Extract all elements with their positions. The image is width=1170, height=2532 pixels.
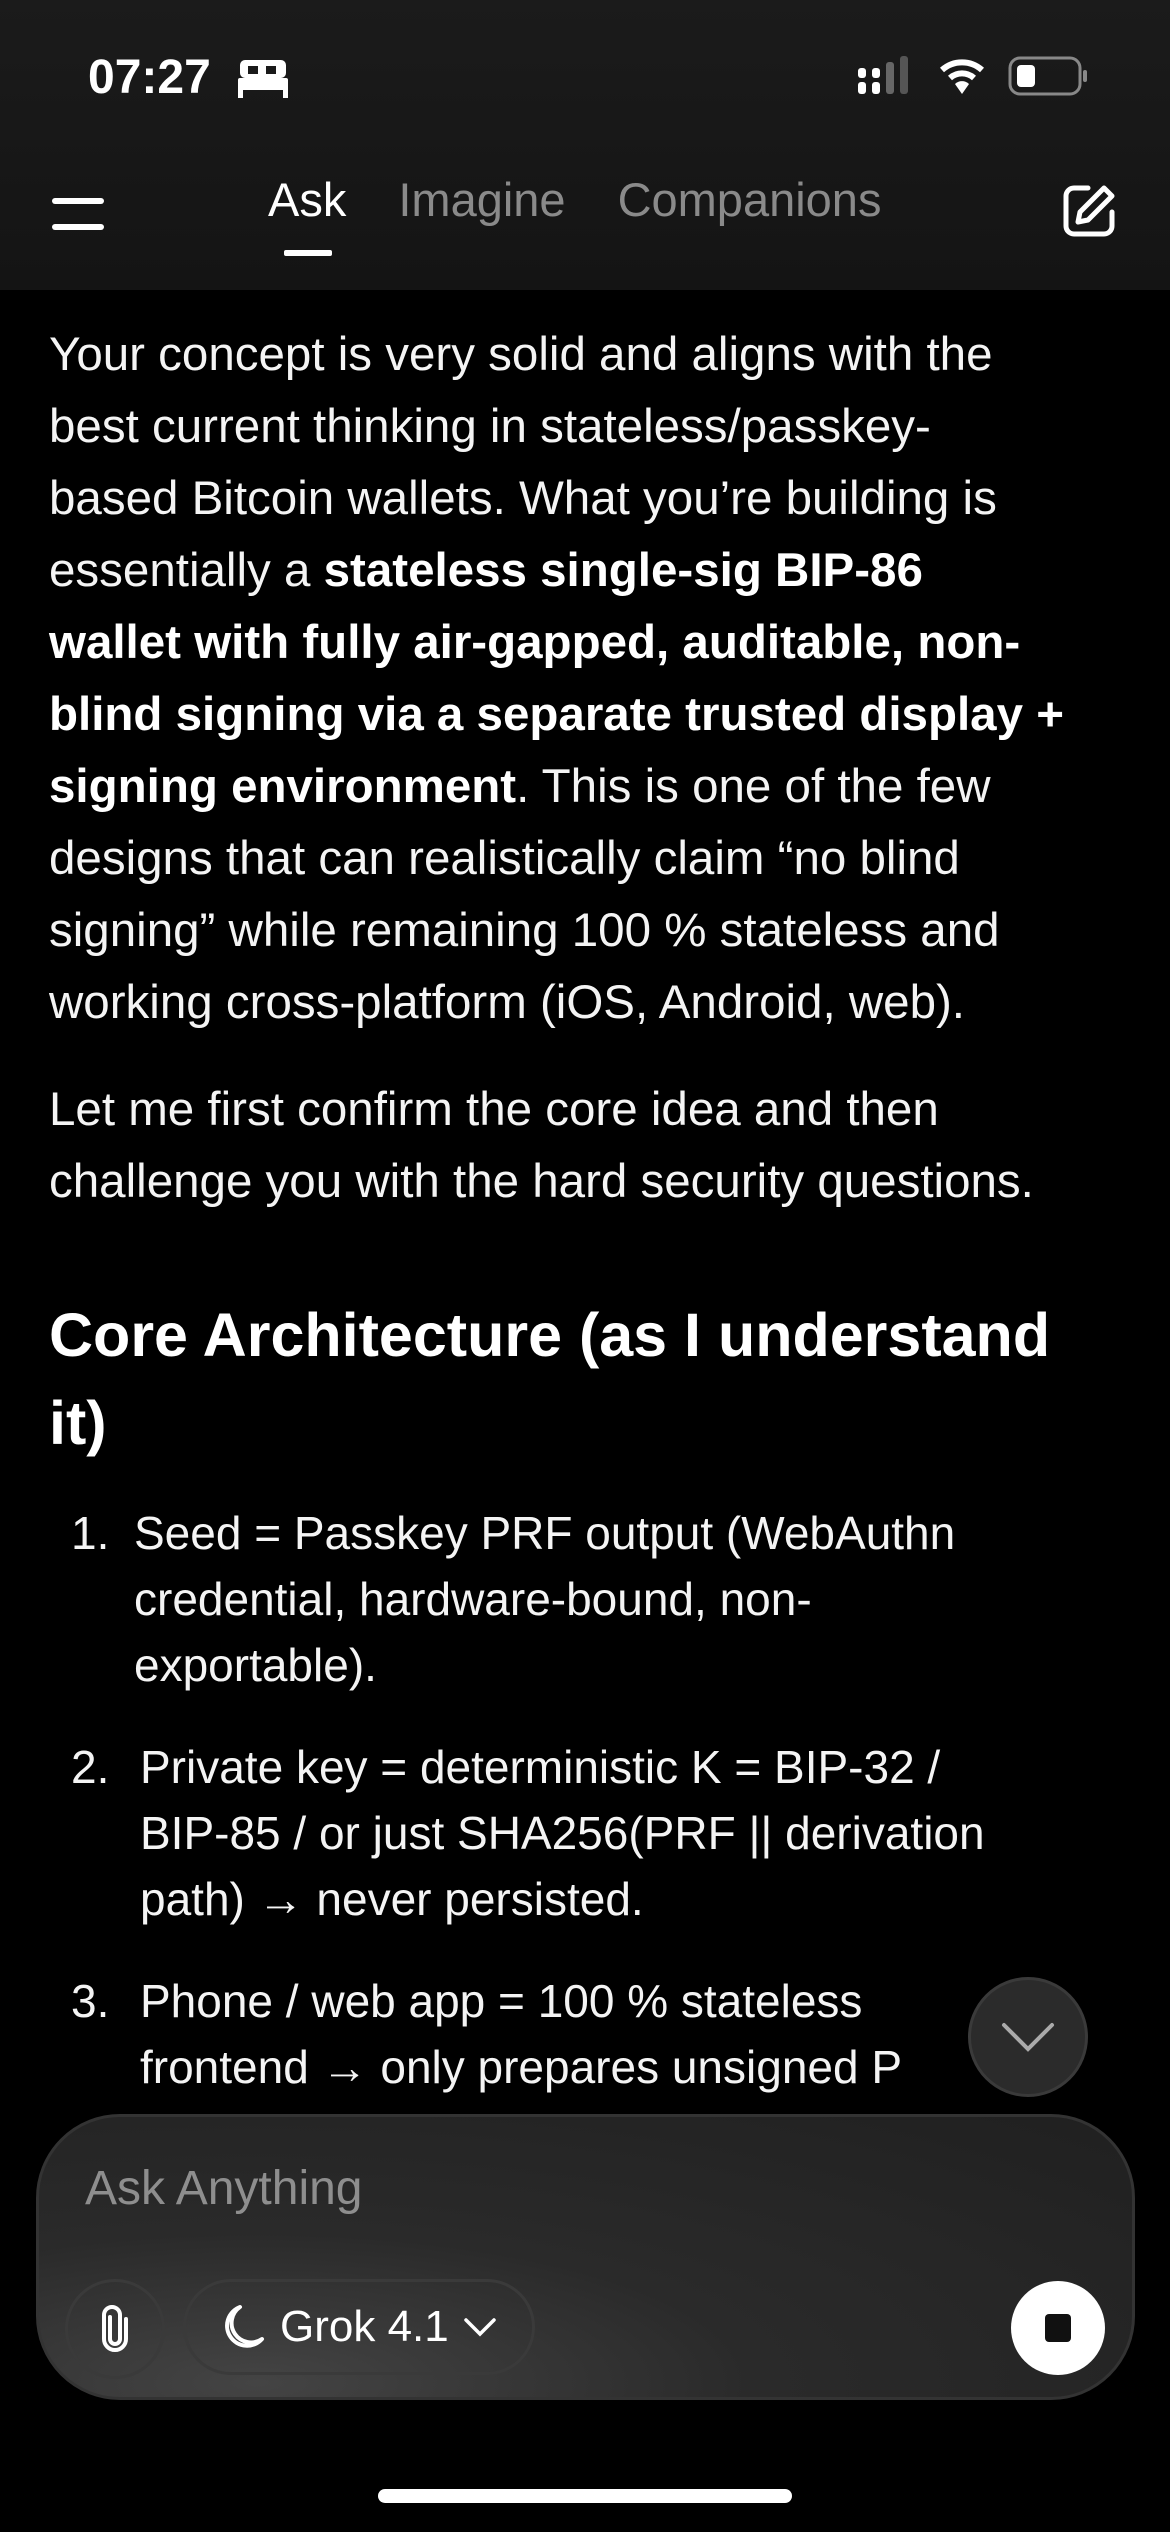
- sleep-focus-icon: [236, 58, 290, 98]
- scroll-to-bottom-button[interactable]: [968, 1977, 1088, 2097]
- text: Your concept is very solid and aligns with the: [49, 328, 993, 381]
- text: Let me first confirm the core idea and then: [49, 1083, 939, 1136]
- top-header: [0, 0, 1170, 290]
- mode-tabs: [268, 172, 881, 227]
- list-item-line: credential, hardware-bound, non-: [134, 1573, 812, 1625]
- tab-companions[interactable]: Companions: [617, 173, 882, 226]
- attach-button[interactable]: [65, 2279, 165, 2379]
- list-item-line: exportable).: [134, 1639, 377, 1691]
- paragraph-1-line: [49, 967, 965, 1039]
- bold-text: blind signing via a separate trusted display +: [49, 688, 1064, 741]
- tab-imagine[interactable]: Imagine: [398, 173, 566, 226]
- section-heading: Core Architecture (as I understand: [49, 1301, 1051, 1369]
- list-item-line: path) → never persisted.: [140, 1873, 644, 1925]
- list-item-line: Private key = deterministic K = BIP-32 /: [140, 1741, 941, 1793]
- list-item-line: Phone / web app = 100 % stateless: [140, 1975, 863, 2027]
- paragraph-1-line: [49, 319, 993, 391]
- cellular-signal-icon: [856, 56, 916, 96]
- section-heading: it): [49, 1389, 107, 1457]
- stop-icon: [1045, 2314, 1071, 2342]
- text: essentially a: [49, 544, 324, 597]
- model-name: Grok 4.1: [280, 2302, 449, 2351]
- message-input[interactable]: Ask Anything: [85, 2162, 363, 2215]
- paragraph-1-line: [49, 679, 1064, 751]
- paragraph-1-line: [49, 535, 923, 607]
- list-number: 2.: [71, 1741, 110, 1793]
- stop-generation-button[interactable]: [1011, 2281, 1105, 2375]
- bold-text: signing environment: [49, 760, 517, 813]
- paragraph-1-line: [49, 391, 931, 463]
- list-number: 1.: [71, 1507, 110, 1559]
- wifi-icon: [938, 56, 986, 96]
- paragraph-1-line: [49, 823, 960, 895]
- battery-icon: [1008, 56, 1090, 96]
- list-number: 3.: [71, 1975, 110, 2027]
- status-time: 07:27: [88, 51, 211, 104]
- bold-text: stateless single-sig BIP-86: [323, 544, 923, 597]
- text: designs that can realistically claim “no blind: [49, 832, 960, 885]
- list-item-line: BIP-85 / or just SHA256(PRF || derivation: [140, 1807, 985, 1859]
- paragraph-1-line: [49, 895, 1000, 967]
- list-item-line: Seed = Passkey PRF output (WebAuthn: [134, 1507, 956, 1559]
- text: best current thinking in stateless/passkey-: [49, 400, 931, 453]
- chevron-down-icon: [1000, 2021, 1056, 2053]
- home-indicator: [378, 2489, 792, 2503]
- new-chat-compose-icon[interactable]: [1060, 182, 1118, 240]
- menu-button[interactable]: [52, 198, 108, 232]
- paragraph-1-line: [49, 751, 991, 823]
- text: based Bitcoin wallets. What you’re building is: [49, 472, 997, 525]
- message-composer[interactable]: [36, 2114, 1135, 2400]
- paragraph-2-line: [49, 1146, 1034, 1218]
- paragraph-1-line: [49, 607, 1020, 679]
- chevron-down-icon: [463, 2316, 497, 2338]
- paperclip-icon: [100, 2305, 130, 2353]
- moon-icon: [222, 2303, 266, 2351]
- text: . This is one of the few: [516, 760, 991, 813]
- model-selector[interactable]: [183, 2279, 535, 2375]
- bold-text: wallet with fully air-gapped, auditable, non-: [49, 616, 1021, 669]
- text: challenge you with the hard security questions.: [49, 1155, 1034, 1208]
- list-item-line: frontend → only prepares unsigned P: [140, 2041, 903, 2093]
- paragraph-1-line: [49, 463, 997, 535]
- tab-ask[interactable]: Ask: [268, 173, 347, 226]
- text: working cross-platform (iOS, Android, web).: [49, 976, 965, 1029]
- text: signing” while remaining 100 % stateless and: [49, 904, 1000, 957]
- paragraph-2-line: [49, 1074, 939, 1146]
